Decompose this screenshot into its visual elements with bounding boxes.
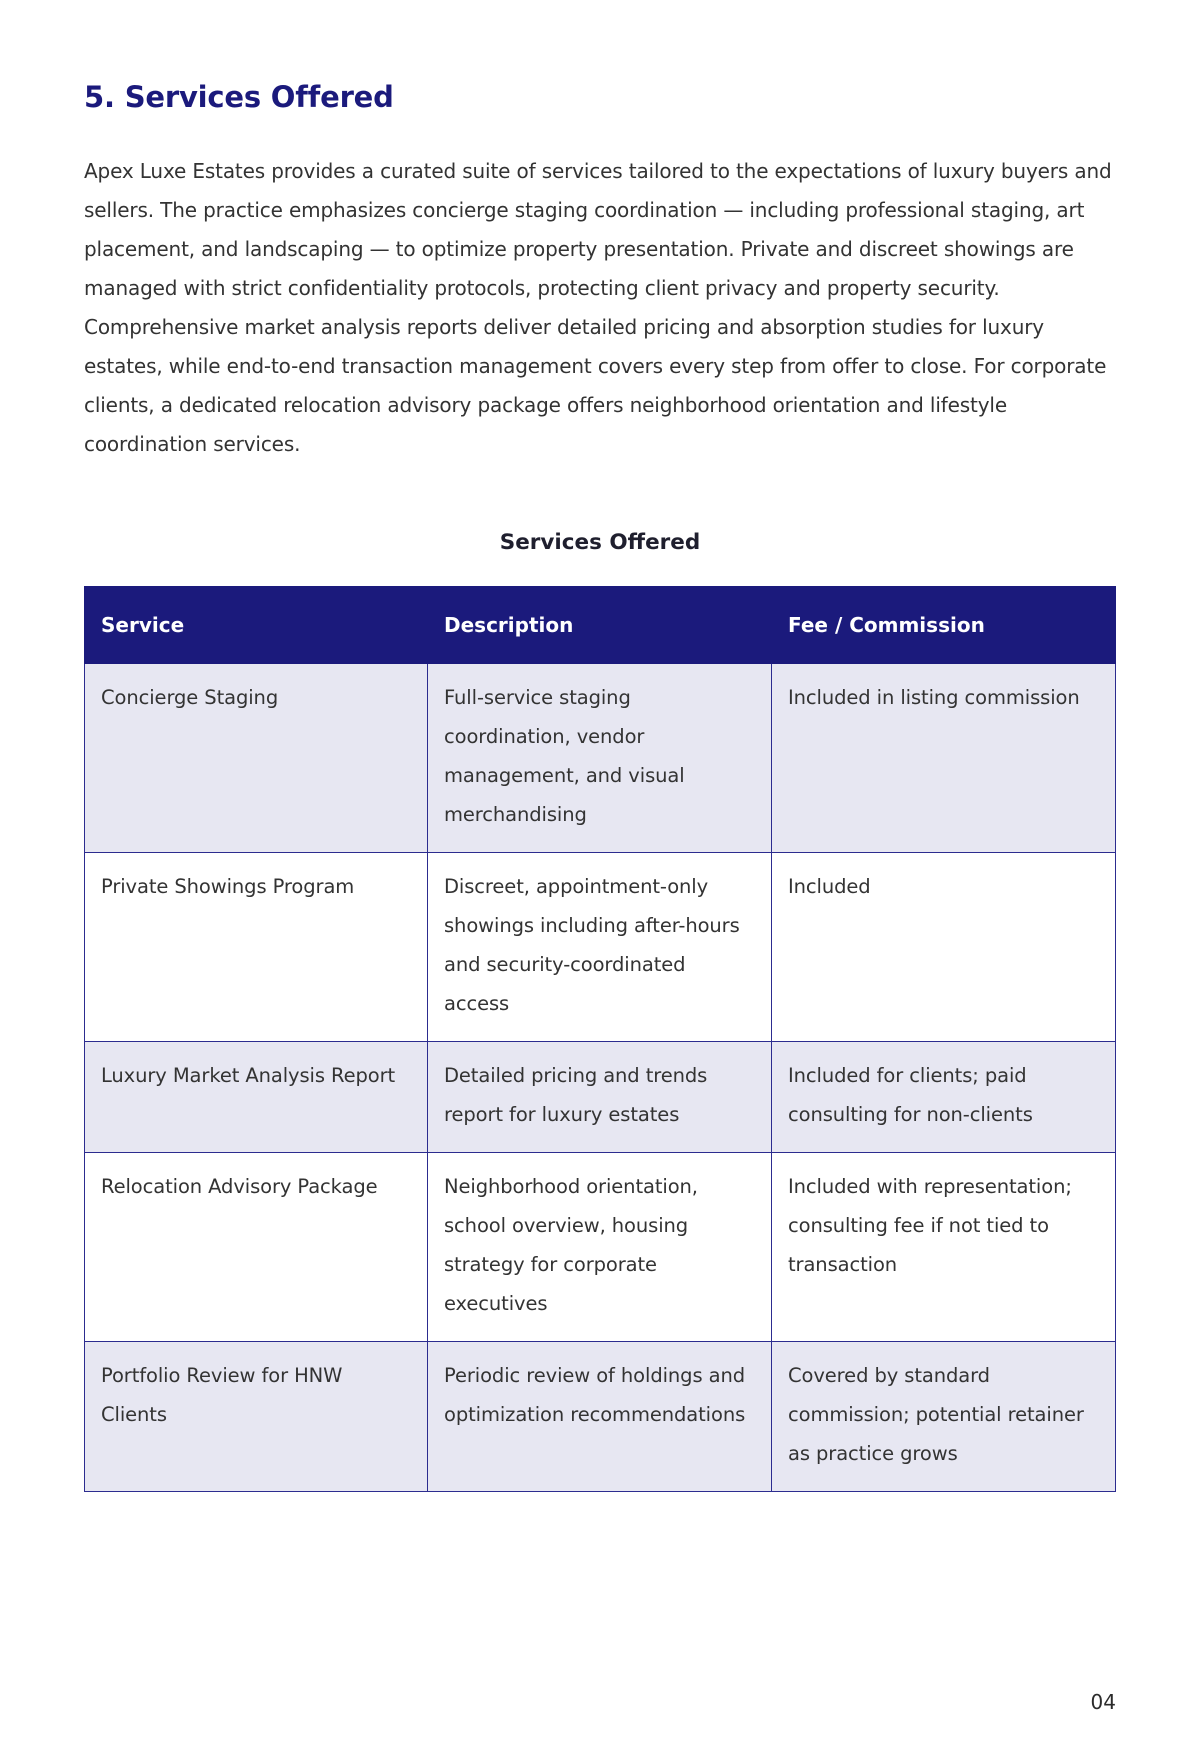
table-row [85,664,1116,853]
cell-description: Discreet, appointment-only showings including after-hours and security-coordinated access [428,853,772,1042]
table-caption: Services Offered [499,530,701,555]
cell-fee: Included for clients; paid consulting for non-clients [772,1042,1116,1153]
cell-description: Neighborhood orientation, school overview, housing strategy for corporate executives [428,1153,772,1342]
cell-description: Periodic review of holdings and optimization recommendations [428,1342,772,1492]
document-page [84,0,1116,1754]
table-row [85,853,1116,1042]
cell-service: Private Showings Program [85,853,428,1042]
table-header-row [85,587,1116,664]
intro-paragraph: Apex Luxe Estates provides a curated suite of services tailored to the expectations of luxury buyers and sellers. The practice emphasizes concierge staging coordination — including professional staging, art placement, and landscaping — to optimize property presentation. Private and discreet showings are managed with strict confidentiality protocols, protecting client privacy and property security. Comprehensive market analysis reports deliver detailed pricing and absorption studies for luxury estates, while end-to-end transaction management covers every step from offer to close. For corporate clients, a dedicated relocation advisory package offers neighborhood orientation and lifestyle coordination services. [84,159,1112,456]
cell-description: Detailed pricing and trends report for luxury estates [428,1042,772,1153]
page-number: 04 [1090,1690,1116,1714]
cell-service: Concierge Staging [85,664,428,853]
header-fee: Fee / Commission [772,587,1116,664]
section-heading: 5. Services Offered [84,80,394,114]
cell-fee: Included with representation; consulting fee if not tied to transaction [772,1153,1116,1342]
cell-service: Luxury Market Analysis Report [85,1042,428,1153]
cell-fee: Covered by standard commission; potential retainer as practice grows [772,1342,1116,1492]
cell-fee: Included in listing commission [772,664,1116,853]
header-description: Description [428,587,772,664]
header-service: Service [85,587,428,664]
table-row [85,1342,1116,1492]
cell-service: Portfolio Review for HNW Clients [85,1342,428,1492]
cell-service: Relocation Advisory Package [85,1153,428,1342]
services-table [84,586,1116,1492]
cell-fee: Included [772,853,1116,1042]
table-row [85,1042,1116,1153]
table-row [85,1153,1116,1342]
cell-description: Full-service staging coordination, vendor management, and visual merchandising [428,664,772,853]
